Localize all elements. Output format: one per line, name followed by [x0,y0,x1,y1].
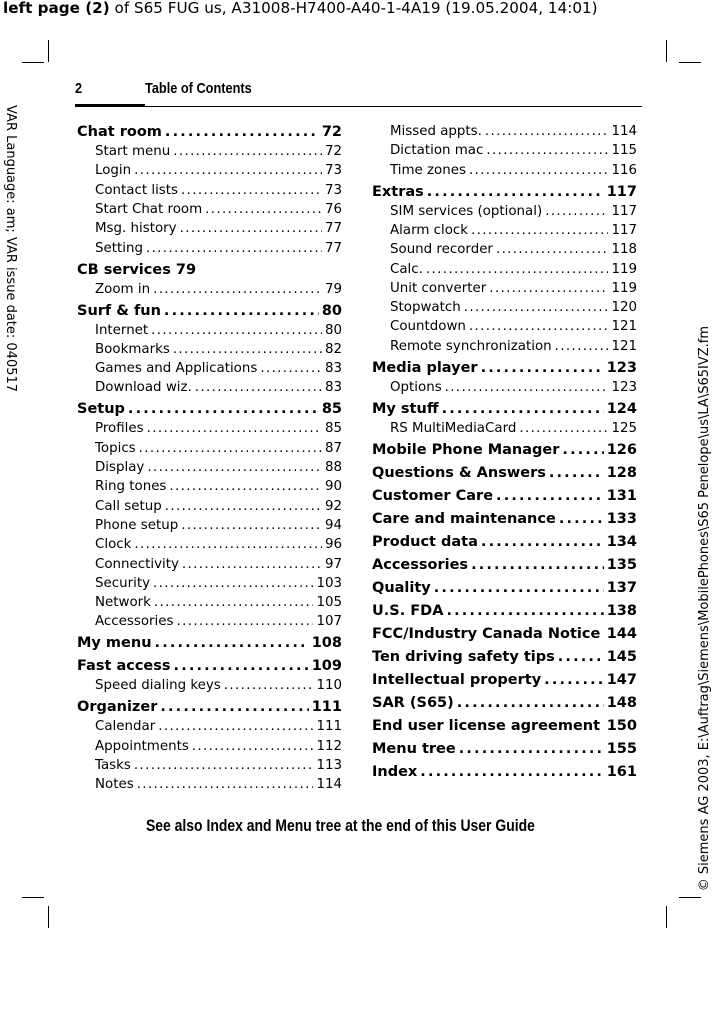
toc-leader-dots [128,400,319,418]
toc-entry-page: 83 [325,360,342,378]
toc-section-entry [95,594,342,612]
toc-section-entry [390,299,637,317]
toc-section-entry [95,162,342,180]
toc-section-entry [95,776,342,794]
toc-entry-title: Remote synchronization [390,338,552,356]
toc-leader-dots [489,280,608,298]
toc-entry-title: SAR (S65) [372,694,454,712]
toc-leader-dots [481,533,604,551]
toc-section-entry [95,341,342,359]
toc-section-entry [95,240,342,258]
footer-note: See also Index and Menu tree at the end of this User Guide [146,816,535,836]
toc-section-entry [95,536,342,554]
toc-section-entry [95,718,342,736]
crop-mark [48,40,49,62]
toc-entry-page: 117 [611,222,637,240]
toc-entry-page: 116 [611,162,637,180]
toc-leader-dots [545,203,608,221]
toc-section-entry [95,677,342,695]
toc-leader-dots [485,123,609,141]
toc-section-entry [95,182,342,200]
toc-section-entry [390,261,637,279]
toc-entry-page: 79 [325,281,342,299]
toc-section-entry [390,241,637,259]
copyright-path-note: © Siemens AG 2003, E:\Auftrag\Siemens\MobilePhones\S65 Penelope\us\LA\S65IVZ.fm [698,326,712,1020]
toc-entry-title: Questions & Answers [372,464,546,482]
toc-leader-dots [176,613,313,631]
crop-mark [666,906,667,928]
toc-leader-dots [496,241,608,259]
toc-entry-page: 147 [607,671,637,689]
toc-entry-title: Internet [95,322,148,340]
toc-entry-title: Tasks [95,757,131,775]
toc-leader-dots [260,360,322,378]
toc-leader-dots [165,123,319,141]
toc-section-entry [390,123,637,141]
toc-entry-title: Index [372,763,417,781]
toc-entry-title: Phone setup [95,517,178,535]
toc-entry-title: Countdown [390,318,466,336]
toc-leader-dots [459,740,604,758]
toc-entry-title: My stuff [372,400,439,418]
toc-leader-dots [134,536,322,554]
toc-entry-page: 117 [611,203,637,221]
toc-section-entry [95,459,342,477]
toc-entry-title: Speed dialing keys [95,677,221,695]
toc-chapter-entry [372,579,637,597]
toc-leader-dots [164,302,319,320]
toc-entry-title: Topics [95,440,136,458]
toc-entry-page: 85 [322,400,342,418]
toc-entry-page: 115 [611,142,637,160]
toc-chapter-entry [372,359,637,377]
toc-entry-title: Intellectual property [372,671,541,689]
toc-entry-title: Calendar [95,718,155,736]
toc-entry-page: 77 [325,220,342,238]
toc-section-entry [95,556,342,574]
toc-entry-title: Extras [372,183,424,201]
toc-entry-page: 96 [325,536,342,554]
toc-chapter-entry [77,302,342,320]
toc-entry-page: 161 [607,763,637,781]
toc-entry-title: Connectivity [95,556,179,574]
toc-section-entry [95,478,342,496]
toc-entry-title: U.S. FDA [372,602,443,620]
toc-entry-page: 73 [325,162,342,180]
toc-entry-page: 128 [607,464,637,482]
toc-entry-title: Profiles [95,420,144,438]
toc-entry-title: Ring tones [95,478,166,496]
toc-leader-dots [224,677,314,695]
toc-entry-page: 97 [325,556,342,574]
toc-entry-title: Missed appts. [390,123,482,141]
toc-entry-page: 111 [312,698,342,716]
toc-chapter-entry [372,400,637,418]
toc-leader-dots [496,487,604,505]
toc-entry-page: 103 [316,575,342,593]
toc-leader-dots [147,420,322,438]
toc-chapter-entry [77,400,342,418]
toc-entry-title: Setting [95,240,143,258]
toc-leader-dots [469,162,608,180]
toc-entry-title: Zoom in [95,281,150,299]
toc-entry-title: Surf & fun [77,302,161,320]
toc-entry-page: 72 [322,123,342,141]
toc-entry-title: Setup [77,400,125,418]
toc-entry-page: 80 [322,302,342,320]
toc-leader-dots [420,763,603,781]
toc-chapter-entry [77,634,342,652]
toc-section-entry [95,440,342,458]
toc-leader-dots [134,162,322,180]
toc-section-entry [95,143,342,161]
toc-entry-page: 137 [607,579,637,597]
toc-leader-dots [469,318,609,336]
toc-entry-page: 134 [607,533,637,551]
crop-mark [679,62,701,63]
toc-entry-page: 114 [316,776,342,794]
toc-entry-page: 120 [611,299,637,317]
toc-chapter-entry [372,763,637,781]
toc-entry-title: Unit converter [390,280,486,298]
toc-entry-title: Contact lists [95,182,178,200]
toc-leader-dots [442,400,604,418]
toc-section-entry [390,379,637,397]
crop-mark [666,40,667,62]
toc-leader-dots [165,498,322,516]
toc-chapter-entry [372,487,637,505]
toc-entry-page: 121 [611,338,637,356]
toc-leader-dots [160,698,308,716]
toc-leader-dots [146,240,322,258]
toc-section-entry [390,142,637,160]
page-title: Table of Contents [145,80,252,97]
toc-entry-page: 125 [611,420,637,438]
crop-mark [22,62,44,63]
toc-entry-title: Security [95,575,150,593]
toc-section-entry [95,220,342,238]
toc-entry-title: Customer Care [372,487,493,505]
toc-section-entry [95,420,342,438]
toc-entry-title: FCC/Industry Canada Notice [372,625,600,643]
toc-entry-title: Chat room [77,123,162,141]
toc-leader-dots [426,261,609,279]
toc-entry-page: 105 [316,594,342,612]
toc-entry-page: 72 [325,143,342,161]
toc-entry-page: 126 [607,441,637,459]
toc-entry-page: 112 [316,738,342,756]
header-rule-thin [145,106,642,107]
toc-chapter-entry [372,625,637,643]
toc-entry-page: 131 [607,487,637,505]
toc-leader-dots [153,575,313,593]
toc-entry-page: 94 [325,517,342,535]
toc-entry-title: Stopwatch [390,299,461,317]
toc-section-entry [95,281,342,299]
toc-entry-page: 150 [607,717,637,735]
toc-entry-page: 83 [325,379,342,397]
toc-entry-title: Fast access [77,657,171,675]
toc-entry-page: 133 [607,510,637,528]
toc-entry-title: Accessories [95,613,173,631]
toc-entry-title: Alarm clock [390,222,468,240]
toc-section-entry [390,338,637,356]
toc-section-entry [390,318,637,336]
toc-entry-page: 92 [325,498,342,516]
toc-leader-dots [153,281,322,299]
toc-entry-page: 90 [325,478,342,496]
toc-section-entry [95,360,342,378]
toc-entry-page: 119 [611,280,637,298]
toc-leader-dots [544,671,604,689]
crop-mark [48,906,49,928]
toc-entry-page: 117 [607,183,637,201]
toc-section-entry [390,420,637,438]
toc-entry-page: 148 [607,694,637,712]
toc-leader-dots [173,341,322,359]
toc-leader-dots [205,201,322,219]
toc-section-entry [95,201,342,219]
toc-leader-dots [562,441,603,459]
toc-leader-dots [181,517,322,535]
toc-section-entry [390,203,637,221]
toc-chapter-entry [372,694,637,712]
toc-entry-title: Games and Applications [95,360,257,378]
toc-leader-dots [169,478,322,496]
toc-chapter-entry [372,740,637,758]
toc-chapter-entry [372,648,637,666]
toc-leader-dots [445,379,609,397]
print-info-rest: of S65 FUG us, A31008-H7400-A40-1-4A19 (19.05.2004, 14:01) [110,0,598,17]
toc-entry-title: Quality [372,579,431,597]
toc-section-entry [95,575,342,593]
toc-leader-dots [134,757,314,775]
toc-leader-dots [603,717,604,735]
toc-leader-dots [173,143,322,161]
toc-entry-page: 113 [316,757,342,775]
toc-chapter-entry [372,510,637,528]
page-number: 2 [75,80,82,97]
toc-entry-page: 87 [325,440,342,458]
crop-mark [22,897,44,898]
toc-entry-page: 124 [607,400,637,418]
toc-leader-dots [137,776,314,794]
toc-leader-dots [195,379,322,397]
toc-entry-title: Calc. [390,261,423,279]
toc-entry-title: Login [95,162,131,180]
toc-chapter-entry [372,464,637,482]
toc-leader-dots [559,510,604,528]
toc-entry-title: Download wiz. [95,379,192,397]
toc-entry-title: Dictation mac [390,142,483,160]
toc-entry-title: Sound recorder [390,241,493,259]
toc-leader-dots [464,299,609,317]
toc-section-entry [95,613,342,631]
toc-entry-title: Media player [372,359,478,377]
toc-section-entry [390,222,637,240]
toc-section-entry [390,280,637,298]
toc-leader-dots [139,440,322,458]
toc-leader-dots [427,183,604,201]
toc-entry-page: 82 [325,341,342,359]
toc-leader-dots [446,602,603,620]
toc-entry-page: 119 [611,261,637,279]
toc-entry-page: 111 [316,718,342,736]
toc-chapter-entry [372,717,637,735]
toc-entry-title: My menu [77,634,152,652]
toc-chapter-entry [372,183,637,201]
toc-leader-dots [147,459,322,477]
toc-chapter-entry [372,441,637,459]
toc-entry-title: Menu tree [372,740,456,758]
toc-entry-title: Time zones [390,162,466,180]
toc-entry-title: Msg. history [95,220,177,238]
toc-entry-page: 145 [607,648,637,666]
toc-entry-title: Call setup [95,498,162,516]
toc-entry-page: 114 [611,123,637,141]
toc-entry-page: 144 [607,625,637,643]
toc-leader-dots [155,634,309,652]
toc-entry-title: Start Chat room [95,201,202,219]
header-rule-thick [75,104,145,107]
toc-entry-title: Bookmarks [95,341,170,359]
toc-leader-dots [154,594,314,612]
toc-section-entry [95,379,342,397]
toc-entry-title: Care and maintenance [372,510,556,528]
toc-entry-title: CB services 79 [77,261,196,279]
toc-entry-title: Options [390,379,442,397]
toc-entry-page: 135 [607,556,637,574]
toc-chapter-entry [77,698,342,716]
toc-leader-dots [158,718,313,736]
toc-entry-page: 80 [325,322,342,340]
toc-leader-dots [434,579,604,597]
toc-leader-dots [549,464,604,482]
toc-entry-title: Display [95,459,144,477]
toc-leader-dots [174,657,309,675]
toc-chapter-entry [372,671,637,689]
toc-entry-page: 76 [325,201,342,219]
toc-leader-dots [471,556,604,574]
toc-section-entry [95,498,342,516]
toc-section-entry [95,517,342,535]
toc-chapter-entry [77,657,342,675]
toc-leader-dots [182,556,322,574]
toc-entry-page: 109 [312,657,342,675]
toc-entry-title: End user license agreement [372,717,600,735]
toc-leader-dots [481,359,604,377]
toc-entry-title: Network [95,594,151,612]
toc-entry-title: Mobile Phone Manager [372,441,559,459]
toc-chapter-entry [372,602,637,620]
toc-leader-dots [181,182,322,200]
toc-section-entry [95,738,342,756]
toc-entry-page: 85 [325,420,342,438]
toc-leader-dots [486,142,608,160]
toc-section-entry [95,757,342,775]
toc-leader-dots [471,222,608,240]
print-info-page: left page (2) [3,0,110,17]
print-info-line [3,0,598,17]
toc-chapter-entry [372,556,637,574]
toc-entry-title: Accessories [372,556,468,574]
toc-entry-page: 121 [611,318,637,336]
toc-entry-page: 107 [316,613,342,631]
toc-entry-page: 118 [611,241,637,259]
toc-section-entry [390,162,637,180]
toc-entry-page: 155 [607,740,637,758]
toc-chapter-entry [372,533,637,551]
toc-entry-page: 88 [325,459,342,477]
toc-leader-dots [555,338,609,356]
toc-chapter-entry [77,123,342,141]
toc-entry-page: 73 [325,182,342,200]
toc-leader-dots [457,694,604,712]
toc-entry-title: Product data [372,533,478,551]
toc-entry-page: 77 [325,240,342,258]
toc-entry-page: 138 [607,602,637,620]
toc-entry-title: Appointments [95,738,189,756]
toc-entry-title: Clock [95,536,131,554]
toc-section-entry [95,322,342,340]
toc-entry-page: 123 [611,379,637,397]
toc-entry-title: Notes [95,776,134,794]
toc-entry-page: 110 [316,677,342,695]
toc-entry-title: SIM services (optional) [390,203,542,221]
toc-leader-dots [151,322,322,340]
toc-entry-page: 123 [607,359,637,377]
toc-entry-title: Start menu [95,143,170,161]
toc-entry-title: Organizer [77,698,157,716]
toc-leader-dots [558,648,604,666]
toc-entry-page: 108 [312,634,342,652]
toc-entry-title: Ten driving safety tips [372,648,555,666]
toc-leader-dots [180,220,322,238]
toc-leader-dots [519,420,608,438]
var-language-note: VAR Language: am; VAR issue date: 040517 [3,105,17,445]
toc-entry-title: RS MultiMediaCard [390,420,516,438]
toc-leader-dots [192,738,314,756]
toc-chapter-entry [77,261,342,279]
